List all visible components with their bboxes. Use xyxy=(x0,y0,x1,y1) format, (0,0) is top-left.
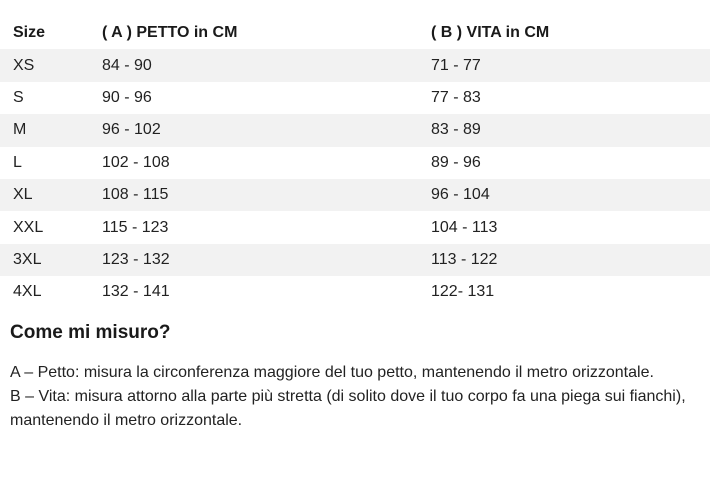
table-row xyxy=(0,114,710,146)
cell-size: XL xyxy=(0,179,102,211)
cell-petto: 96 - 102 xyxy=(102,114,431,146)
table-row xyxy=(0,147,710,179)
cell-petto: 115 - 123 xyxy=(102,211,431,243)
cell-size: M xyxy=(0,114,102,146)
table-row xyxy=(0,211,710,243)
cell-vita: 96 - 104 xyxy=(431,179,710,211)
table-row xyxy=(0,82,710,114)
table-row xyxy=(0,276,710,308)
cell-vita: 122- 131 xyxy=(431,276,710,308)
cell-vita: 104 - 113 xyxy=(431,211,710,243)
header-size: Size xyxy=(13,24,46,42)
cell-petto: 123 - 132 xyxy=(102,244,431,276)
header-petto: ( A ) PETTO in CM xyxy=(102,24,238,42)
size-table xyxy=(0,17,710,309)
cell-petto: 84 - 90 xyxy=(102,49,431,81)
cell-size: S xyxy=(0,82,102,114)
cell-vita: 113 - 122 xyxy=(431,244,710,276)
table-row xyxy=(0,49,710,81)
header-vita: ( B ) VITA in CM xyxy=(431,24,550,42)
cell-size: 4XL xyxy=(0,276,102,308)
cell-vita: 83 - 89 xyxy=(431,114,710,146)
cell-petto: 90 - 96 xyxy=(102,82,431,114)
howto-instructions xyxy=(10,361,700,433)
table-header-row xyxy=(0,17,710,49)
cell-size: XS xyxy=(0,49,102,81)
howto-title: Come mi misuro? xyxy=(10,322,171,343)
cell-vita: 71 - 77 xyxy=(431,49,710,81)
cell-petto: 132 - 141 xyxy=(102,276,431,308)
instruction-petto: A – Petto: misura la circonferenza maggiore del tuo petto, mantenendo il metro orizzontale. xyxy=(10,364,654,381)
cell-vita: 89 - 96 xyxy=(431,147,710,179)
table-row xyxy=(0,244,710,276)
cell-size: L xyxy=(0,147,102,179)
cell-size: 3XL xyxy=(0,244,102,276)
instruction-vita: B – Vita: misura attorno alla parte più stretta (di solito dove il tuo corpo fa una piega sui fianchi), mantenendo il metro orizzontale. xyxy=(10,388,686,429)
cell-petto: 102 - 108 xyxy=(102,147,431,179)
table-row xyxy=(0,179,710,211)
cell-vita: 77 - 83 xyxy=(431,82,710,114)
cell-size: XXL xyxy=(0,211,102,243)
cell-petto: 108 - 115 xyxy=(102,179,431,211)
